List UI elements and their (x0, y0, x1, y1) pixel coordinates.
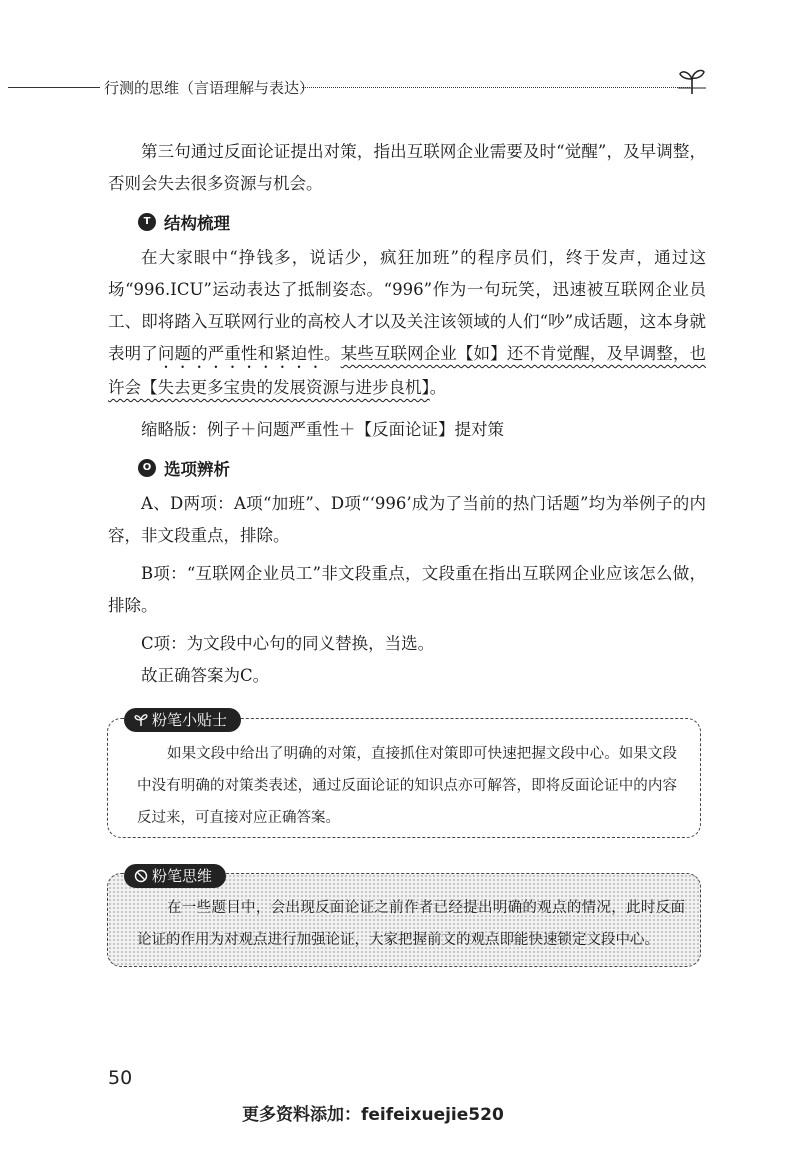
tip-label (124, 708, 241, 732)
option-c-analysis: C项：为文段中心句的同义替换，当选。 (141, 634, 435, 653)
thinking-text (137, 892, 685, 956)
thinking-body: 在一些题目中，会出现反面论证之前作者已经提出明确的观点的情况，此时反面论证的作用为对观点进行加强论证，大家把握前文的观点即能快速锁定文段中心。 (137, 900, 685, 948)
wavy-underlined-text: 某些互联网企业【如】还不肯觉醒，及早调整，也许会【失去更多宝贵的发展资源与进步良机】 (108, 344, 707, 397)
structure-heading-text: 结构梳理 (164, 214, 230, 233)
structure-heading (138, 210, 230, 234)
intro-paragraph: 第三句通过反面论证提出对策，指出互联网企业需要及时“觉醒”，及早调整，否则会失去很多资源与机会。 (108, 142, 706, 193)
footer-prefix: 更多资料添加： (242, 1105, 361, 1125)
header-rule-right (302, 87, 690, 88)
footer-contact-id: feifeixuejie520 (361, 1105, 504, 1125)
running-header (0, 72, 800, 102)
answer-line: 故正确答案为C。 (141, 666, 270, 685)
sprout-icon (678, 66, 706, 96)
structure-end: 。 (429, 378, 447, 397)
structure-lead-text: 在大家眼中“挣钱多，说话少，疯狂加班”的程序员们，终于发声，通过这场“996.ICU”运动表达了抵制姿态。“996”作为一句玩笑，迅速被互联网企业员工、即将踏入互联网行业的高校人才以及关注该领域的人们“吵”成话题，这本身就表明了 (108, 248, 706, 363)
sprout-icon (134, 713, 148, 727)
thinking-label (124, 864, 226, 888)
emphasized-phrase: 问题的严重性和紧迫性 (157, 344, 324, 363)
option-ad-analysis: A、D两项：A项“加班”、D项“‘996’成为了当前的热门话题”均为举例子的内容，非文段重点，排除。 (108, 494, 706, 545)
header-rule-left (8, 87, 100, 88)
footer-note (242, 1100, 504, 1125)
structure-punct: 。 (324, 344, 341, 363)
summary-line: 缩略版：例子＋问题严重性＋【反面论证】提对策 (141, 420, 504, 439)
no-entry-icon (134, 869, 148, 883)
structure-badge-icon: T (138, 213, 156, 231)
options-heading (138, 456, 230, 480)
thinking-label-text: 粉笔思维 (152, 867, 213, 885)
option-b-analysis: B项：“互联网企业员工”非文段重点，文段重在指出互联网企业应该怎么做，排除。 (108, 564, 706, 615)
header-title: 行测的思维（言语理解与表达） (104, 79, 315, 97)
options-heading-text: 选项辨析 (164, 460, 230, 479)
structure-paragraph (108, 242, 706, 404)
options-badge-icon: O (138, 459, 156, 477)
page-number: 50 (108, 1067, 133, 1089)
tip-text (137, 738, 677, 834)
tip-body: 如果文段中给出了明确的对策，直接抓住对策即可快速把握文段中心。如果文段中没有明确的对策类表述，通过反面论证的知识点亦可解答，即将反面论证中的内容反过来，可直接对应正确答案。 (137, 746, 677, 826)
tip-label-text: 粉笔小贴士 (152, 711, 228, 729)
